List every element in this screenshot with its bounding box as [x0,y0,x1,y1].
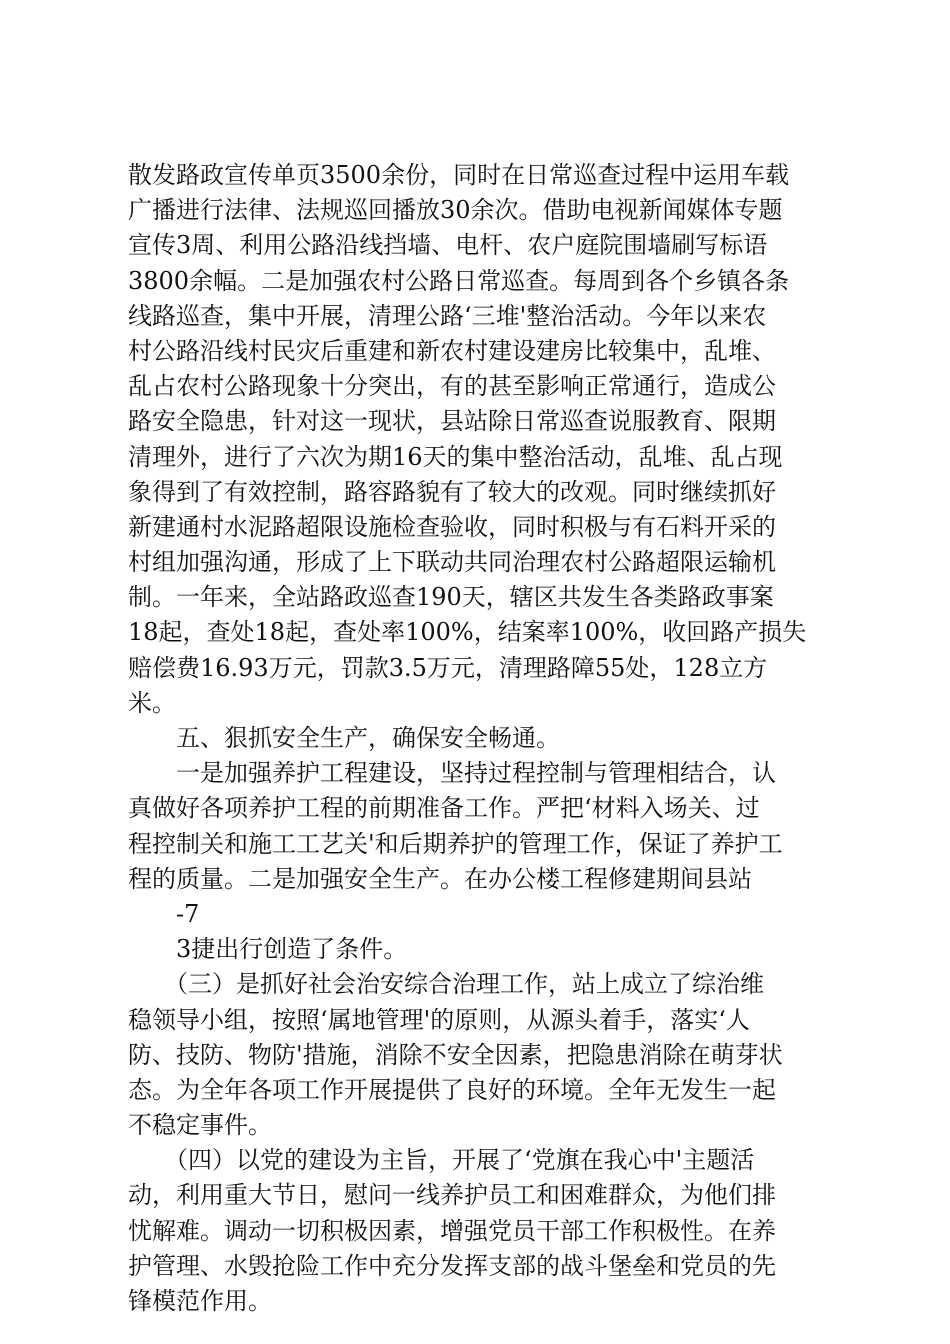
text-line: 3捷出行创造了条件。 [128,935,408,964]
text-line: 路安全隐患，针对这一现状，县站除日常巡查说服教育、限期 [128,407,776,436]
text-line: 一是加强养护工程建设，坚持过程控制与管理相结合，认 [128,759,776,788]
text-line: 广播进行法律、法规巡回播放30余次。借助电视新闻媒体专题 [128,196,783,225]
text-line: 程的质量。二是加强安全生产。在办公楼工程修建期间县站 [128,864,752,893]
page-marker: -7 [128,899,200,928]
body-text [128,158,828,1319]
text-line: 锋模范作用。 [128,1287,272,1315]
text-line: 米。 [128,688,176,717]
text-line: 宣传3周、利用公路沿线挡墙、电杆、农户庭院围墙刷写标语 [128,231,768,260]
text-line: 防、技防、物防'措施，消除不安全因素，把隐患消除在萌芽状 [128,1040,783,1069]
text-line: 真做好各项养护工程的前期准备工作。严把‘材料入场关、过 [128,794,760,823]
text-line: 18起，查处18起，查处率100%，结案率100%，收回路产损失 [128,618,807,647]
text-line: （三）是抓好社会治安综合治理工作，站上成立了综治维 [128,970,764,999]
text-line: 象得到了有效控制，路容路貌有了较大的改观。同时继续抓好 [128,477,776,506]
text-line: 护管理、水毁抢险工作中充分发挥支部的战斗堡垒和党员的先 [128,1251,776,1280]
text-line: 3800余幅。二是加强农村公路日常巡查。每周到各个乡镇各条 [128,266,790,295]
text-line: 村公路沿线村民灾后重建和新农村建设建房比较集中，乱堆、 [128,336,776,365]
text-line: 制。一年来，全站路政巡查190天，辖区共发生各类路政事案 [128,583,774,612]
text-line: 乱占农村公路现象十分突出，有的甚至影响正常通行，造成公 [128,372,776,401]
text-line: 散发路政宣传单页3500余份，同时在日常巡查过程中运用车载 [128,161,790,189]
text-line: 忧解难。调动一切积极因素，增强党员干部工作积极性。在养 [128,1216,776,1245]
text-line: 村组加强沟通，形成了上下联动共同治理农村公路超限运输机 [128,548,776,577]
text-line: 稳领导小组，按照‘属地管理'的原则，从源头着手，落实‘人 [128,1005,750,1034]
section-heading: 五、狠抓安全生产，确保安全畅通。 [128,724,560,752]
text-line: 新建通村水泥路超限设施检查验收，同时积极与有石料开采的 [128,512,776,541]
text-line: 赔偿费16.93万元，罚款3.5万元，清理路障55处，128立方 [128,653,768,682]
text-line: 程控制关和施工工艺关'和后期养护的管理工作，保证了养护工 [128,829,783,858]
text-line: 不稳定事件。 [128,1111,272,1140]
text-line: 线路巡查，集中开展，清理公路‘三堆'整治活动。今年以来农 [128,301,767,330]
text-line: 态。为全年各项工作开展提供了良好的环境。全年无发生一起 [128,1075,776,1104]
text-line: 清理外，进行了六次为期16天的集中整治活动，乱堆、乱占现 [128,442,783,471]
text-line: （四）以党的建设为主旨，开展了‘党旗在我心中'主题活 [128,1146,755,1175]
text-line: 动，利用重大节日，慰问一线养护员工和困难群众，为他们排 [128,1181,776,1210]
